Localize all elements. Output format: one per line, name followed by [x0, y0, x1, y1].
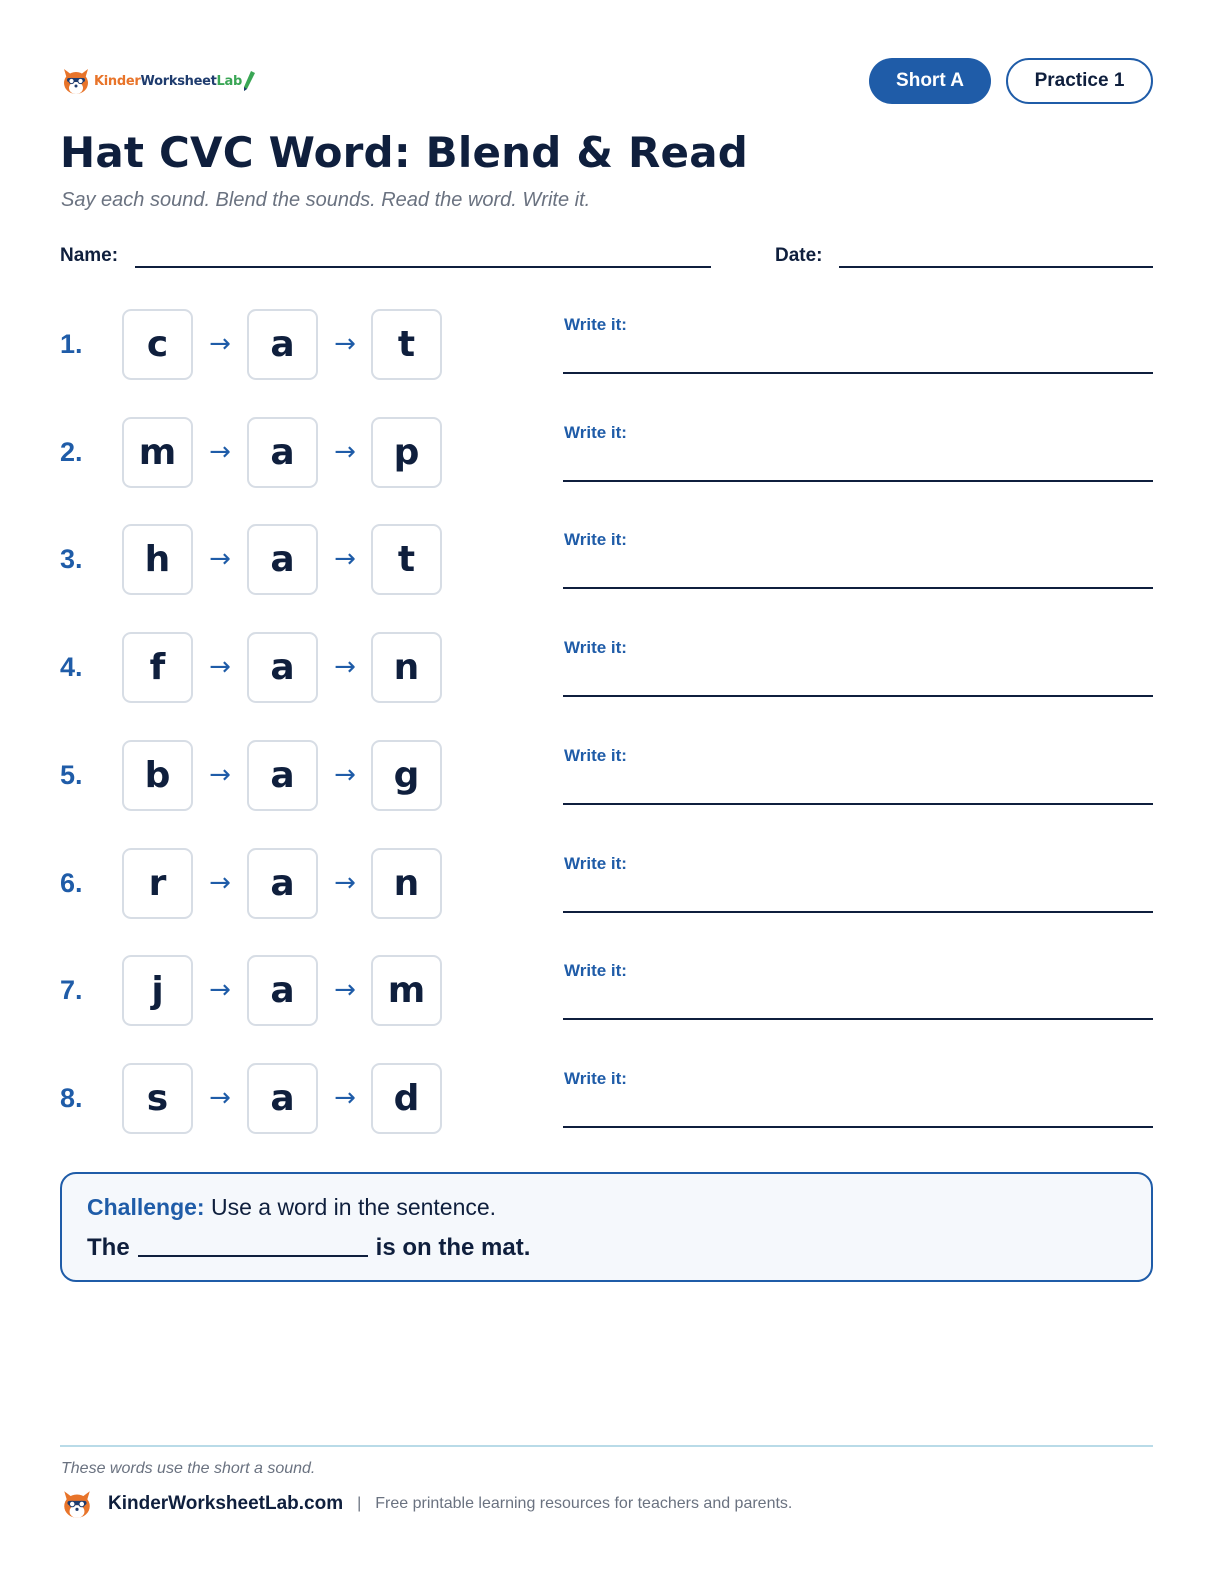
letter-tile: a [247, 1063, 318, 1134]
right-arrow-icon: → [209, 868, 231, 898]
right-arrow-icon: → [334, 437, 356, 467]
item-number: 3. [60, 544, 83, 574]
word-row [60, 632, 1153, 704]
right-arrow-icon: → [209, 1083, 231, 1113]
right-arrow-icon: → [209, 437, 231, 467]
footer-brand [60, 1486, 792, 1522]
letter-tile: a [247, 848, 318, 919]
footer-tagline: Free printable learning resources for teachers and parents. [375, 1495, 793, 1512]
word-row [60, 524, 1153, 596]
right-arrow-icon: → [209, 975, 231, 1005]
fox-mascot-icon [60, 1487, 94, 1521]
letter-tile: a [247, 632, 318, 703]
challenge-instruction [87, 1194, 496, 1221]
letter-tile: b [122, 740, 193, 811]
sentence-blank[interactable] [138, 1255, 368, 1257]
letter-tile: a [247, 309, 318, 380]
page-title: Hat CVC Word: Blend & Read [60, 128, 749, 177]
practice-badge: Practice 1 [1006, 58, 1153, 104]
challenge-label: Challenge: [87, 1194, 205, 1220]
write-it-line[interactable] [563, 1126, 1153, 1128]
right-arrow-icon: → [209, 544, 231, 574]
write-it-line[interactable] [563, 480, 1153, 482]
letter-tile: a [247, 740, 318, 811]
write-it-label: Write it: [564, 530, 627, 549]
letter-tile: n [371, 632, 442, 703]
right-arrow-icon: → [334, 652, 356, 682]
right-arrow-icon: → [334, 329, 356, 359]
sentence-end: is on the mat. [375, 1234, 531, 1261]
footer-divider [60, 1445, 1153, 1447]
item-number: 1. [60, 329, 83, 359]
letter-tile: f [122, 632, 193, 703]
word-row [60, 417, 1153, 489]
item-number: 8. [60, 1083, 83, 1113]
write-it-label: Write it: [564, 854, 627, 873]
word-row [60, 848, 1153, 920]
footer-separator: | [357, 1495, 362, 1512]
item-number: 2. [60, 437, 83, 467]
letter-tile: m [122, 417, 193, 488]
right-arrow-icon: → [209, 760, 231, 790]
letter-tile: m [371, 955, 442, 1026]
name-label: Name: [60, 245, 119, 266]
letter-tile: h [122, 524, 193, 595]
right-arrow-icon: → [334, 868, 356, 898]
name-line[interactable] [135, 266, 711, 268]
letter-tile: t [371, 524, 442, 595]
date-line[interactable] [839, 266, 1153, 268]
write-it-line[interactable] [563, 1018, 1153, 1020]
letter-tile: r [122, 848, 193, 919]
letter-tile: a [247, 955, 318, 1026]
letter-tile: t [371, 309, 442, 380]
letter-tile: c [122, 309, 193, 380]
item-number: 5. [60, 760, 83, 790]
write-it-line[interactable] [563, 372, 1153, 374]
challenge-sentence [87, 1234, 530, 1262]
worksheet-page [60, 0, 1153, 1584]
item-number: 7. [60, 975, 83, 1005]
item-number: 4. [60, 652, 83, 682]
right-arrow-icon: → [334, 1083, 356, 1113]
challenge-text: Use a word in the sentence. [210, 1194, 497, 1220]
site-logo[interactable] [60, 63, 256, 99]
word-row [60, 740, 1153, 812]
page-subtitle: Say each sound. Blend the sounds. Read the word. Write it. [61, 189, 591, 211]
write-it-label: Write it: [564, 1069, 627, 1088]
word-row [60, 1063, 1153, 1135]
item-number: 6. [60, 868, 83, 898]
letter-tile: j [122, 955, 193, 1026]
challenge-box [60, 1172, 1153, 1282]
write-it-label: Write it: [564, 961, 627, 980]
right-arrow-icon: → [334, 760, 356, 790]
write-it-line[interactable] [563, 911, 1153, 913]
write-it-label: Write it: [564, 315, 627, 334]
write-it-line[interactable] [563, 587, 1153, 589]
letter-tile: s [122, 1063, 193, 1134]
write-it-line[interactable] [563, 695, 1153, 697]
letter-tile: p [371, 417, 442, 488]
right-arrow-icon: → [209, 652, 231, 682]
letter-tile: a [247, 524, 318, 595]
footer-site-link[interactable]: KinderWorksheetLab.com [108, 1493, 344, 1514]
right-arrow-icon: → [334, 975, 356, 1005]
unit-badge: Short A [869, 58, 991, 104]
pencil-icon [242, 70, 256, 92]
logo-wordmark: KinderWorksheetLab [94, 73, 243, 89]
letter-tile: d [371, 1063, 442, 1134]
footer-note: These words use the short a sound. [61, 1460, 316, 1477]
word-row [60, 955, 1153, 1027]
word-row [60, 309, 1153, 381]
fox-mascot-icon [60, 65, 92, 97]
date-label: Date: [775, 245, 823, 266]
letter-tile: n [371, 848, 442, 919]
right-arrow-icon: → [209, 329, 231, 359]
write-it-label: Write it: [564, 746, 627, 765]
write-it-line[interactable] [563, 803, 1153, 805]
right-arrow-icon: → [334, 544, 356, 574]
sentence-start: The [87, 1234, 130, 1261]
write-it-label: Write it: [564, 423, 627, 442]
write-it-label: Write it: [564, 638, 627, 657]
letter-tile: g [371, 740, 442, 811]
letter-tile: a [247, 417, 318, 488]
